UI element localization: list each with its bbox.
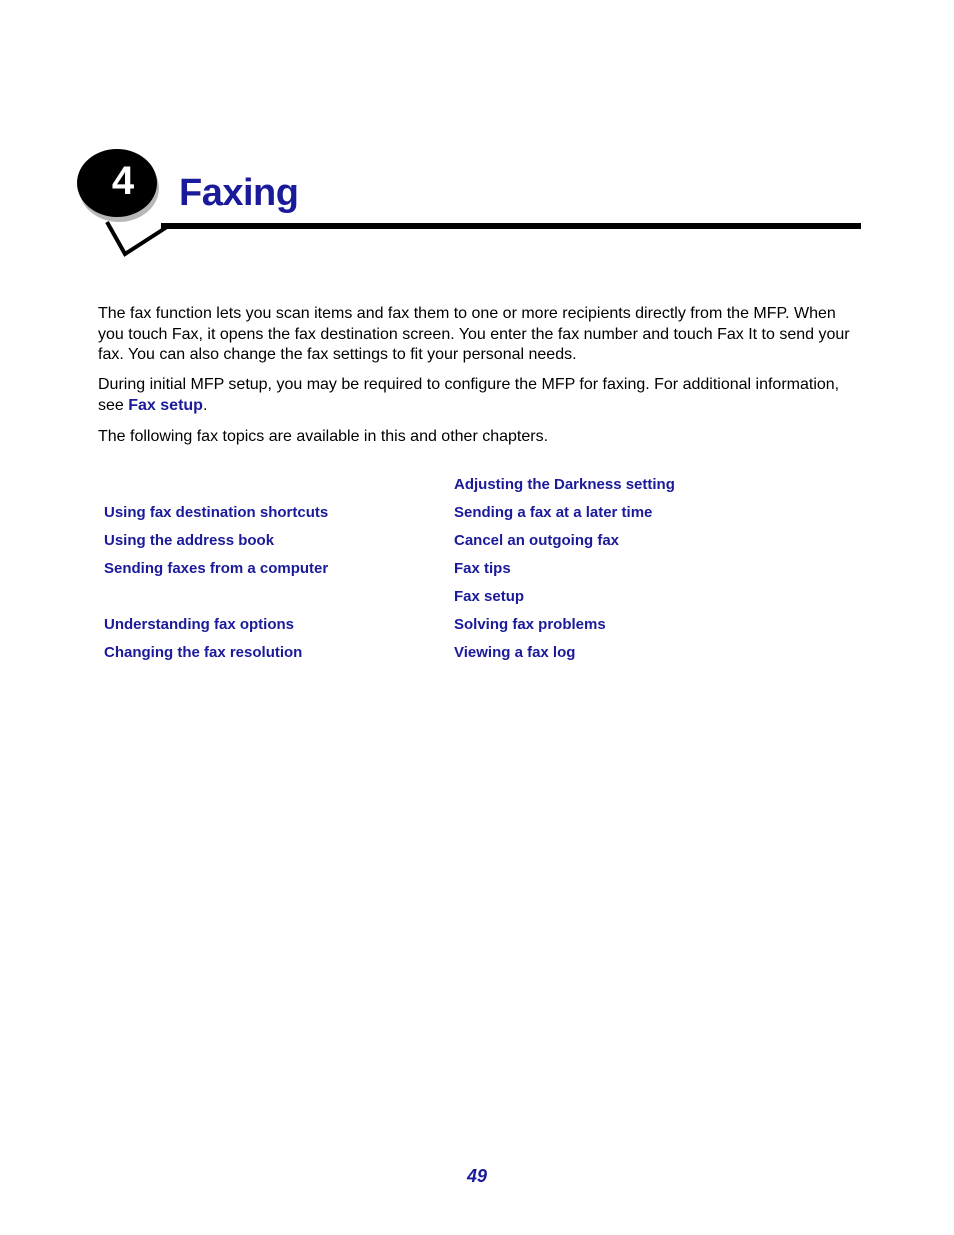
topic-link-fax-tips[interactable]: Fax tips bbox=[454, 560, 511, 577]
topic-link-faxes-from-computer[interactable]: Sending faxes from a computer bbox=[104, 560, 329, 577]
page-number: 49 bbox=[466, 1166, 488, 1186]
title-rule bbox=[161, 223, 861, 229]
intro-paragraph-2-text: During initial MFP setup, you may be required to configure the MFP for faxing. For additional information, see bbox=[98, 376, 840, 414]
fax-setup-inline-link[interactable]: Fax setup bbox=[128, 396, 203, 414]
intro-paragraph-1: The fax function lets you scan items and fax them to one or more recipients directly from the MFP. When you touch Fax, it opens the fax destination screen. You enter the fax number and touch Fax It to send your fax. You can also change the fax settings to fit your personal needs. bbox=[98, 305, 850, 363]
topic-link-solving-fax-problems[interactable]: Solving fax problems bbox=[454, 616, 606, 633]
topic-link-fax-log[interactable]: Viewing a fax log bbox=[454, 644, 576, 661]
topic-link-fax-destination-shortcuts[interactable]: Using fax destination shortcuts bbox=[104, 504, 329, 521]
chapter-number: 4 bbox=[111, 159, 135, 203]
topic-link-fax-resolution[interactable]: Changing the fax resolution bbox=[104, 644, 303, 661]
chapter-number-badge bbox=[76, 146, 172, 260]
topic-link-send-later[interactable]: Sending a fax at a later time bbox=[454, 504, 653, 521]
topic-link-cancel-outgoing-fax[interactable]: Cancel an outgoing fax bbox=[454, 532, 620, 549]
chapter-title: Faxing bbox=[179, 172, 299, 214]
topic-link-fax-options[interactable]: Understanding fax options bbox=[104, 616, 295, 633]
intro-paragraph-3: The following fax topics are available in this and other chapters. bbox=[98, 428, 549, 445]
topic-link-address-book[interactable]: Using the address book bbox=[104, 532, 275, 549]
chapter-badge-shape bbox=[76, 146, 172, 260]
topic-link-adjusting-darkness[interactable]: Adjusting the Darkness setting bbox=[454, 476, 675, 493]
intro-paragraph-2-end: . bbox=[202, 396, 208, 414]
intro-paragraph-2 bbox=[98, 375, 858, 416]
topic-link-fax-setup[interactable]: Fax setup bbox=[454, 588, 525, 605]
